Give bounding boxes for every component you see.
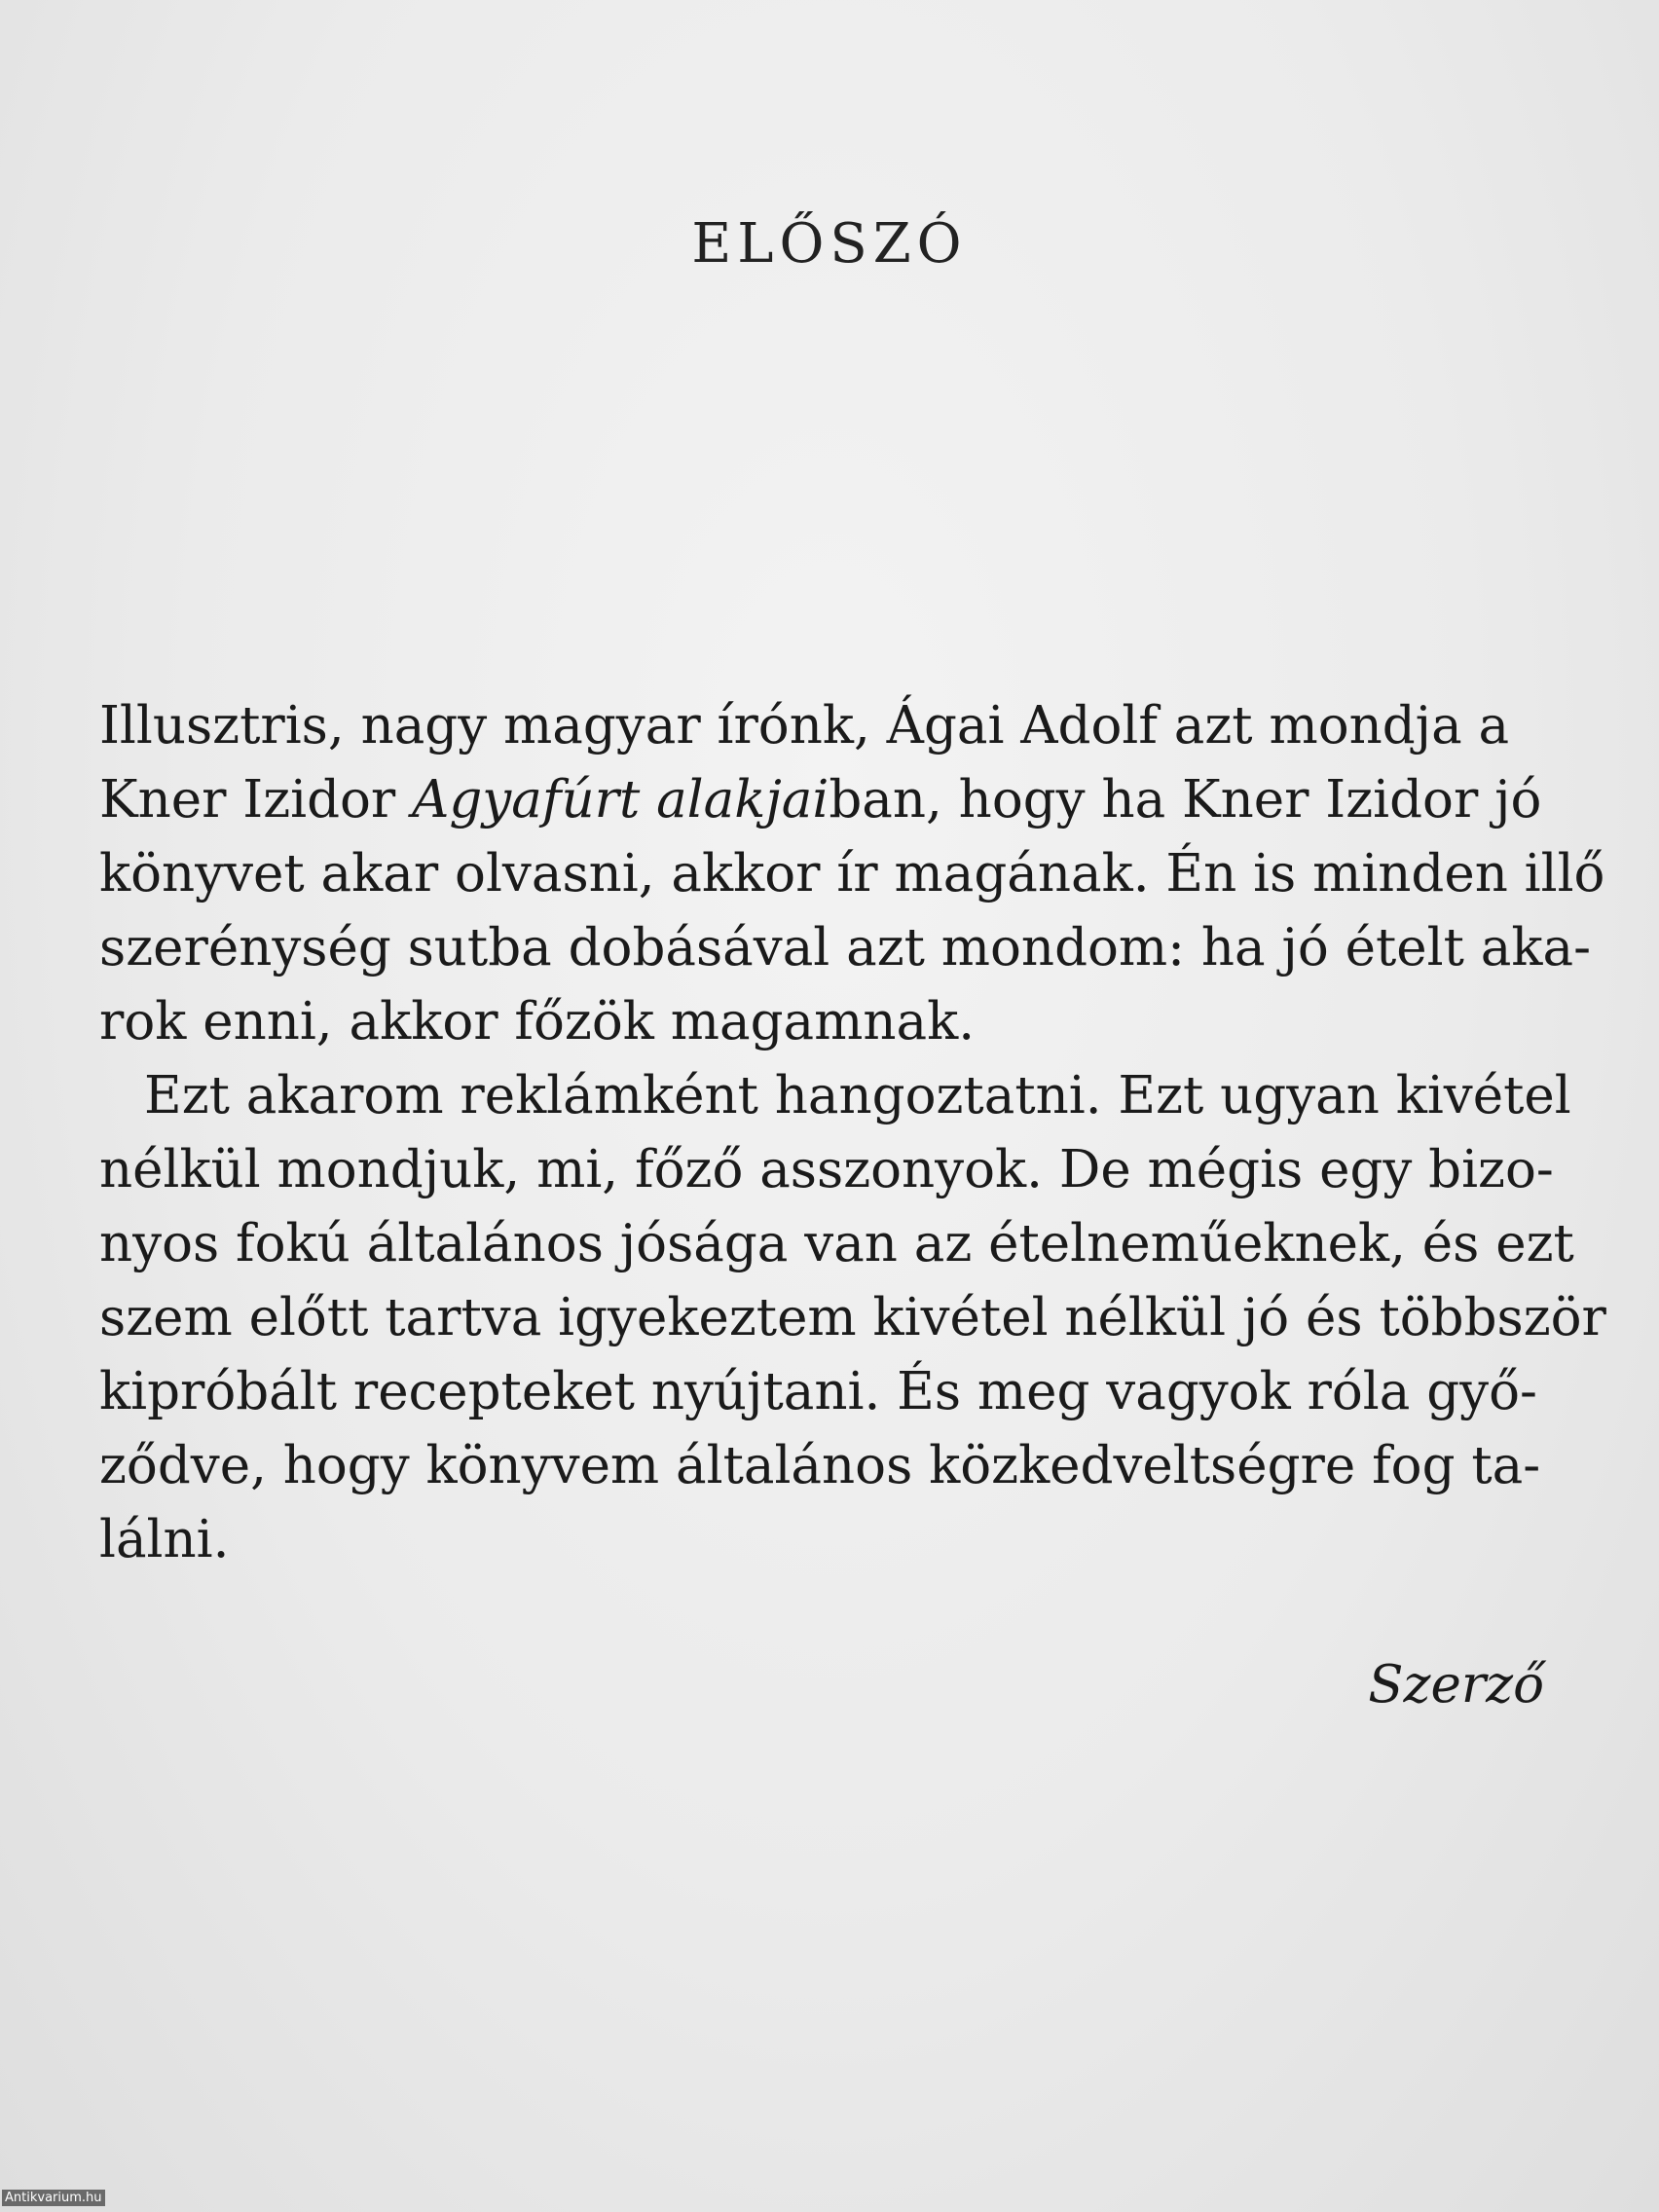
text-segment: ződve, hogy könyvem általános közkedveltségre fog ta- [99,1436,1541,1495]
page-title: ELŐSZÓ [691,212,968,276]
text-segment: könyvet akar olvasni, akkor ír magának. Én is minden illő [99,844,1605,903]
text-segment: nyos fokú általános jósága van az ételneműeknek, és ezt [99,1214,1574,1273]
text-line [99,1207,1574,1281]
text-line [99,1503,1540,1577]
text-line [99,837,1605,911]
text-segment: nélkül mondjuk, mi, főző asszonyok. De mégis egy bizo- [99,1140,1554,1199]
text-segment: ban, hogy ha Kner Izidor jó [829,770,1542,830]
watermark-label: Antikvarium.hu [2,2190,105,2206]
text-segment: szerénység sutba dobásával azt mondom: ha jó ételt aka- [99,918,1591,977]
text-segment: Ezt akarom reklámként hangoztatni. Ezt ugyan kivétel [144,1066,1571,1125]
text-segment: Kner Izidor [99,770,413,830]
text-line [99,911,1591,985]
text-line [99,1281,1606,1355]
text-line [99,1429,1540,1503]
text-segment: szem előtt tartva igyekeztem kivétel nélkül jó és többször [99,1288,1606,1347]
text-segment: Illusztris, nagy magyar írónk, Ágai Adolf azt mondja a [99,696,1510,756]
text-line [99,1059,1571,1133]
text-segment: lálni. [99,1510,230,1569]
text-segment: kipróbált recepteket nyújtani. És meg vagyok róla győ- [99,1362,1537,1421]
text-line [99,985,1540,1059]
text-line [99,1133,1554,1207]
author-signature: Szerző [1368,1655,1544,1714]
italic-book-title: Agyafúrt alakjai [412,770,830,830]
text-line [99,1355,1540,1429]
text-line [99,763,1540,837]
text-line [99,689,1540,763]
text-segment: rok enni, akkor főzök magamnak. [99,992,976,1051]
preface-text [99,689,1606,1577]
